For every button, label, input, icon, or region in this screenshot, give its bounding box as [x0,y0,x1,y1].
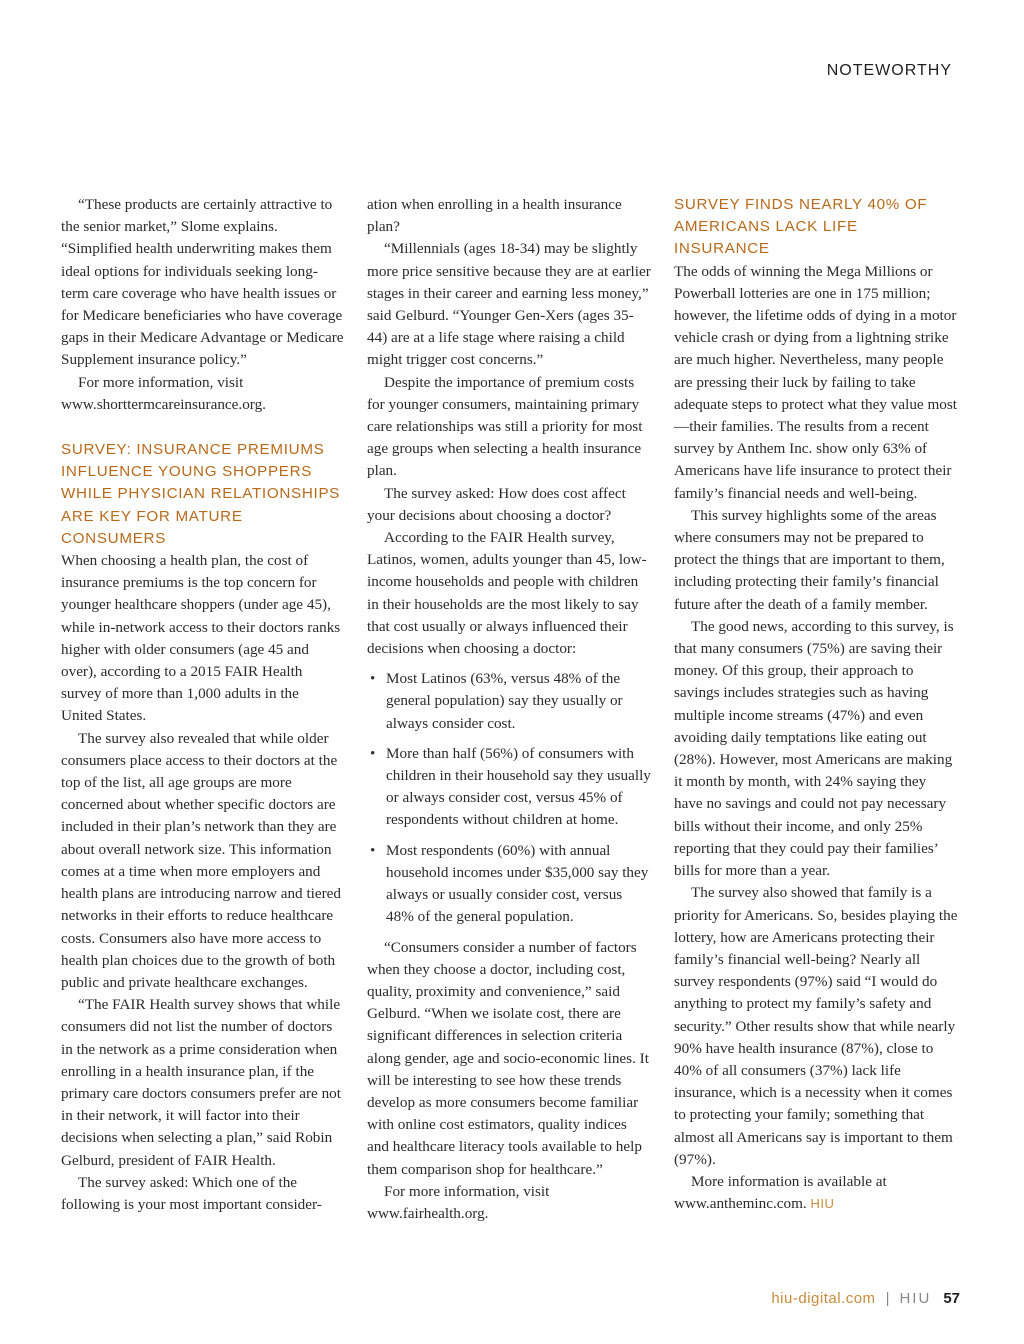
end-mark: HIU [810,1196,835,1212]
article-heading: SURVEY FINDS NEARLY 40% OF AMERICANS LACK LIFE INSURANCE [674,196,928,258]
paragraph: Despite the importance of premium costs for younger consumers, maintaining primary care relationships was still a priority for most age groups when selecting a health insurance plan. [367,373,643,480]
paragraph: “Consumers consider a number of factors when they choose a doctor, including cost, quality, proximity and convenience,” said Gelburd. “When we isolate cost, there are significant differences in selection criteria along gender, age and socio-economic lines. It will be interesting to see how these trends develop as more consumers become familiar with online cost estimators, quality indices and healthcare literacy tools available to help them comparison shop for healthcare.” [367,938,649,1178]
footer-separator: | [885,1290,890,1307]
paragraph: The good news, according to this survey, is that many consumers (75%) are saving their money. Of this group, their approach to savings includes strategies such as having multiple income streams (47%) and even avoiding daily temptations like eating out (28%). However, most Americans are making it month by month, with 24% saying they have no savings and could not pay necessary bills without their income, and only 25% reporting that they could pay their families’ bills for more than a year. [674,617,954,880]
column-3 [674,194,958,1215]
bullet-list [367,668,652,928]
paragraph: “These products are certainly attractive to the senior market,” Slome explains. “Simplified health underwriting makes them ideal options for individuals seeking long-term care coverage who have health issues or for Medicare beneficiaries who have coverage gaps in their Medicare Advantage or Medicare Supplement insurance policy.” [61,196,344,369]
paragraph: The survey asked: How does cost affect your decisions about choosing a doctor? [367,484,626,524]
footer-website: hiu-digital.com [771,1290,876,1307]
footer-magazine: HIU [899,1290,932,1307]
paragraph: The survey asked: Which one of the following is your most important consider- [61,1173,322,1213]
page-number: 57 [943,1290,960,1307]
article-heading: SURVEY: INSURANCE PREMIUMS INFLUENCE YOUNG SHOPPERS WHILE PHYSICIAN RELATIONSHIPS ARE KEY FOR MATURE CONSUMERS [61,441,341,547]
paragraph: For more information, visit www.fairhealth.org. [367,1182,550,1222]
paragraph: This survey highlights some of the areas where consumers may not be prepared to protect the things that are important to them, including protecting their family’s financial future after the death of a family member. [674,506,945,613]
paragraph: When choosing a health plan, the cost of insurance premiums is the top concern for younger healthcare shoppers (under age 45), while in-network access to their doctors ranks higher with older consumers (age 45 and over), according to a 2015 FAIR Health survey of more than 1,000 adults in the United States. [61,552,341,725]
paragraph: The survey also showed that family is a priority for Americans. So, besides playing the lottery, how are Americans protecting their family’s financial well-being? Nearly all survey respondents (97%) said “I would do anything to protect my family’s safety and security.” Other results show that while nearly 90% have health insurance (87%), close to 40% of all consumers (37%) lack life insurance, which is a necessity when it comes to protecting your family; something that almost all Americans say is important to them (97%). [674,884,958,1168]
section-tag: NOTEWORTHY [826,62,952,79]
paragraph: “Millennials (ages 18-34) may be slightly more price sensitive because they are at earlier stages in their career and earning less money,” said Gelburd. “Younger Gen-Xers (ages 35-44) are at a life stage where raising a child might trigger cost concerns.” [367,240,651,369]
paragraph [674,1171,958,1215]
paragraph: The survey also revealed that while older consumers place access to their doctors at the top of the list, all age groups are more concerned about whether specific doctors are included in their plan’s network than they are about overall network size. This information comes at a time when more employers and health plans are introducing narrow and tiered networks in their efforts to reduce healthcare costs. Consumers also have more access to health plan choices due to the growth of both public and private healthcare exchanges. [61,729,342,991]
paragraph: According to the FAIR Health survey, Latinos, women, adults younger than 45, low-income households and people with children in their households are the most likely to say that cost usually or always influenced their decisions when choosing a doctor: [367,529,647,658]
page-footer [771,1290,960,1307]
paragraph: For more information, visit www.shorttermcareinsurance.org. [61,373,266,413]
paragraph: ation when enrolling in a health insurance plan? [367,196,622,236]
list-item: • More than half (56%) of consumers with children in their household say they usually or always consider cost, versus 45% of respondents without children at home. [367,743,652,832]
column-1 [61,194,344,1216]
paragraph: “The FAIR Health survey shows that while consumers did not list the number of doctors in the network as a prime consideration when enrolling in a health insurance plan, if the primary care doctors consumers prefer are not in their network, it will factor into their decisions when selecting a plan,” said Robin Gelburd, president of FAIR Health. [61,996,341,1169]
paragraph-text: More information is available at www.antheminc.com. [674,1172,887,1213]
list-item: • Most Latinos (63%, versus 48% of the general population) say they usually or always consider cost. [367,668,652,735]
column-2 [367,194,652,1225]
paragraph: The odds of winning the Mega Millions or Powerball lotteries are one in 175 million; however, the lifetime odds of dying in a motor vehicle crash or dying from a lightning strike are much higher. Nevertheless, many people are pressing their luck by failing to take adequate steps to protect what they value most—their families. The results from a recent survey by Anthem Inc. show only 63% of Americans have life insurance to protect their family’s financial needs and well-being. [674,262,957,502]
list-item: • Most respondents (60%) with annual household incomes under $35,000 say they always or usually consider cost, versus 48% of the general population. [367,840,652,929]
